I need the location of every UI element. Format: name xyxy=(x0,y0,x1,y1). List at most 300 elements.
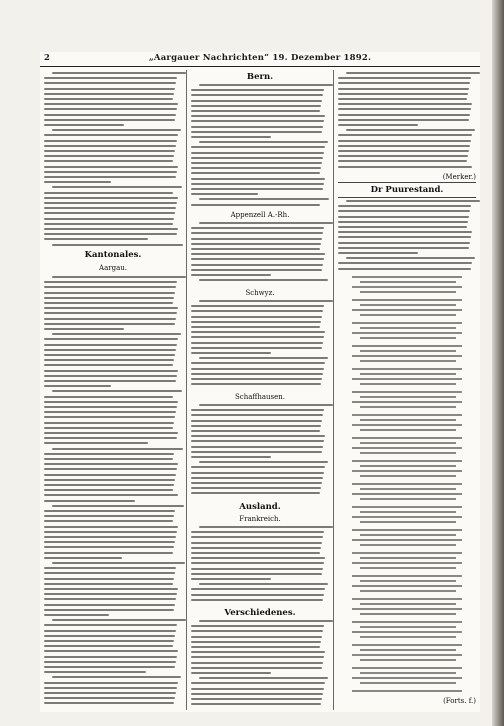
text-line xyxy=(44,286,176,288)
verse-line xyxy=(360,626,456,628)
text-line xyxy=(191,477,323,479)
text-line xyxy=(44,583,173,585)
text-line xyxy=(191,172,320,174)
section-heading-schwyz: Schwyz. xyxy=(245,289,275,297)
verse-line xyxy=(360,488,456,490)
text-line xyxy=(338,77,471,79)
text-line xyxy=(44,432,178,434)
text-line xyxy=(191,269,322,271)
text-line xyxy=(191,378,322,380)
verse-line xyxy=(360,429,456,431)
text-line xyxy=(338,205,471,207)
text-line xyxy=(44,176,176,178)
verse-line xyxy=(352,575,462,577)
verse-line xyxy=(360,383,456,385)
text-line xyxy=(44,697,175,699)
text-line xyxy=(44,656,177,658)
verse-line xyxy=(352,539,462,541)
verse-line xyxy=(360,511,456,513)
text-line xyxy=(338,160,467,162)
text-line xyxy=(52,505,184,507)
text-line xyxy=(44,160,173,162)
text-line xyxy=(191,451,322,453)
verse-line xyxy=(360,327,456,329)
text-line xyxy=(191,89,324,91)
text-line xyxy=(44,354,175,356)
text-line xyxy=(44,98,173,100)
text-line xyxy=(44,396,173,398)
verse-line xyxy=(352,286,462,288)
text-line xyxy=(44,114,176,116)
text-line xyxy=(44,238,148,240)
text-line xyxy=(191,536,323,538)
text-line xyxy=(44,578,174,580)
text-line xyxy=(191,342,323,344)
text-line xyxy=(44,479,175,481)
section-heading-ausland: Ausland. xyxy=(239,502,281,512)
text-line xyxy=(191,126,323,128)
text-line xyxy=(338,242,470,244)
text-line xyxy=(44,552,173,554)
text-line xyxy=(44,281,177,283)
text-line xyxy=(338,268,471,270)
text-line xyxy=(338,262,472,264)
text-line xyxy=(191,562,324,564)
text-line xyxy=(191,352,271,354)
page-number: 2 xyxy=(44,53,50,63)
verse-line xyxy=(352,529,462,531)
text-line xyxy=(44,609,174,611)
verse-line xyxy=(360,419,456,421)
verse-line xyxy=(352,621,462,623)
verse-line xyxy=(352,391,462,393)
text-line xyxy=(191,425,321,427)
text-line xyxy=(44,297,174,299)
text-line xyxy=(191,120,324,122)
text-line xyxy=(44,666,175,668)
verse-line xyxy=(352,667,462,669)
text-line xyxy=(44,223,173,225)
text-line xyxy=(338,103,472,105)
text-line xyxy=(44,635,175,637)
text-line xyxy=(346,129,475,131)
text-line xyxy=(44,349,176,351)
text-line xyxy=(44,442,148,444)
verse-line xyxy=(360,636,456,638)
text-line xyxy=(191,152,324,154)
verse-line xyxy=(360,672,456,674)
text-line xyxy=(44,588,178,590)
text-line xyxy=(191,188,323,190)
verse-line xyxy=(352,631,462,633)
verse-line xyxy=(352,378,462,380)
text-line xyxy=(338,210,470,212)
text-line xyxy=(191,258,324,260)
verse-line xyxy=(352,299,462,301)
text-line xyxy=(52,276,186,278)
verse-line xyxy=(352,322,462,324)
text-line xyxy=(44,604,175,606)
text-line xyxy=(199,583,328,585)
text-line xyxy=(44,572,175,574)
text-line xyxy=(44,526,178,528)
text-line xyxy=(191,456,271,458)
verse-line xyxy=(352,493,462,495)
verse-line xyxy=(352,585,462,587)
text-line xyxy=(191,688,324,690)
verse-line xyxy=(360,350,456,352)
verse-line xyxy=(360,475,456,477)
text-line xyxy=(44,416,175,418)
text-line xyxy=(191,264,323,266)
text-line xyxy=(191,435,325,437)
text-line xyxy=(44,520,173,522)
text-line xyxy=(44,323,175,325)
text-line xyxy=(191,440,324,442)
verse-line xyxy=(360,465,456,467)
verse-line xyxy=(360,304,456,306)
text-line xyxy=(191,310,323,312)
text-line xyxy=(191,693,323,695)
text-line xyxy=(191,568,323,570)
verse-line xyxy=(352,644,462,646)
text-line xyxy=(338,252,418,254)
text-line xyxy=(44,494,178,496)
text-line xyxy=(191,326,320,328)
text-line xyxy=(44,484,174,486)
text-line xyxy=(191,641,321,643)
text-line xyxy=(191,662,323,664)
verse-line xyxy=(360,281,456,283)
text-line xyxy=(44,171,177,173)
verse-line xyxy=(360,442,456,444)
text-line xyxy=(191,682,325,684)
text-line xyxy=(44,82,176,84)
text-line xyxy=(191,547,321,549)
text-line xyxy=(191,466,325,468)
text-line xyxy=(191,487,321,489)
text-line xyxy=(52,72,186,74)
text-line xyxy=(44,197,178,199)
verse-line xyxy=(352,355,462,357)
verse-line xyxy=(360,603,456,605)
text-line xyxy=(191,472,324,474)
text-line xyxy=(338,88,469,90)
text-line xyxy=(199,279,328,281)
text-line xyxy=(44,624,177,626)
column-2 xyxy=(191,72,329,706)
text-line xyxy=(191,542,322,544)
text-line xyxy=(199,84,333,86)
text-line xyxy=(346,200,480,202)
text-line xyxy=(44,292,175,294)
text-line xyxy=(44,328,124,330)
text-line xyxy=(44,318,176,320)
text-line xyxy=(44,645,173,647)
text-line xyxy=(44,140,177,142)
verse-line xyxy=(360,567,456,569)
text-line xyxy=(44,312,177,314)
text-line xyxy=(44,661,176,663)
text-line xyxy=(44,427,173,429)
text-line xyxy=(191,167,321,169)
verse-line xyxy=(352,483,462,485)
section-heading-schaffhausen: Schaffhausen. xyxy=(234,393,286,401)
text-line xyxy=(338,93,468,95)
text-line xyxy=(44,385,111,387)
text-line xyxy=(199,141,328,143)
verse-line xyxy=(360,452,456,454)
text-line xyxy=(191,698,322,700)
verse-line xyxy=(352,424,462,426)
text-line xyxy=(44,166,178,168)
text-line xyxy=(338,119,469,121)
text-line xyxy=(52,390,182,392)
text-line xyxy=(191,373,323,375)
text-line xyxy=(191,136,271,138)
text-line xyxy=(44,150,175,152)
verse-line xyxy=(360,613,456,615)
text-line xyxy=(191,347,322,349)
text-line xyxy=(199,620,333,622)
text-line xyxy=(191,409,324,411)
text-line xyxy=(191,362,325,364)
text-line xyxy=(191,446,323,448)
text-line xyxy=(44,145,176,147)
text-line xyxy=(44,437,177,439)
text-line xyxy=(44,630,176,632)
text-line xyxy=(338,140,471,142)
text-line xyxy=(52,619,186,621)
verse-line xyxy=(360,314,456,316)
text-line xyxy=(338,155,468,157)
text-line xyxy=(191,115,325,117)
text-line xyxy=(191,552,320,554)
text-line xyxy=(44,181,111,183)
text-line xyxy=(44,453,174,455)
text-line xyxy=(191,157,323,159)
text-line xyxy=(338,236,471,238)
text-line xyxy=(44,468,177,470)
text-line xyxy=(199,222,333,224)
text-line xyxy=(191,336,324,338)
text-line xyxy=(191,248,320,250)
text-line xyxy=(191,557,325,559)
verse-line xyxy=(360,498,456,500)
text-line xyxy=(44,93,174,95)
feuilleton-title: Dr Puurestand. xyxy=(338,182,476,198)
text-line xyxy=(338,216,469,218)
text-line xyxy=(191,321,321,323)
verse-line xyxy=(352,598,462,600)
page-header xyxy=(40,52,480,67)
text-line xyxy=(44,406,177,408)
text-line xyxy=(191,578,271,580)
text-line xyxy=(44,218,174,220)
text-line xyxy=(44,598,176,600)
text-line xyxy=(338,231,472,233)
verse-line xyxy=(352,677,462,679)
text-line xyxy=(44,155,174,157)
verse-line xyxy=(352,470,462,472)
verse-line xyxy=(352,516,462,518)
text-line xyxy=(346,257,475,259)
text-line xyxy=(191,492,320,494)
text-line xyxy=(44,192,173,194)
verse-line xyxy=(360,557,456,559)
text-line xyxy=(191,625,324,627)
text-line xyxy=(191,646,320,648)
text-line xyxy=(191,232,323,234)
text-line xyxy=(191,305,324,307)
text-line xyxy=(44,134,178,136)
verse-line xyxy=(360,534,456,536)
text-line xyxy=(191,227,324,229)
text-line xyxy=(191,204,320,206)
text-line xyxy=(191,703,321,705)
verse-line xyxy=(352,654,462,656)
verse-line xyxy=(352,562,462,564)
text-line xyxy=(191,651,325,653)
text-line xyxy=(44,536,176,538)
verse-line xyxy=(352,447,462,449)
text-line xyxy=(191,630,323,632)
text-line xyxy=(191,420,322,422)
text-line xyxy=(191,368,324,370)
text-line xyxy=(44,687,177,689)
text-line xyxy=(44,124,124,126)
text-line xyxy=(191,531,324,533)
text-line xyxy=(338,98,467,100)
text-line xyxy=(191,414,323,416)
text-line xyxy=(44,650,178,652)
verse-line xyxy=(352,332,462,334)
text-line xyxy=(338,114,470,116)
text-line xyxy=(44,77,177,79)
text-line xyxy=(191,94,323,96)
verse-line xyxy=(352,345,462,347)
text-line xyxy=(44,88,175,90)
verse-line xyxy=(352,401,462,403)
text-line xyxy=(44,531,177,533)
text-line xyxy=(44,474,176,476)
text-line xyxy=(44,233,177,235)
text-line xyxy=(44,640,174,642)
text-line xyxy=(338,134,472,136)
text-line xyxy=(191,656,324,658)
text-line xyxy=(44,119,175,121)
verse-line xyxy=(360,590,456,592)
column-rule xyxy=(186,70,187,710)
newspaper-page xyxy=(40,52,480,712)
text-line xyxy=(199,198,329,200)
text-line xyxy=(44,344,177,346)
section-heading-bern: Bern. xyxy=(246,72,274,82)
text-line xyxy=(191,588,325,590)
text-line xyxy=(52,129,181,131)
text-line xyxy=(191,193,258,195)
text-line xyxy=(44,692,176,694)
text-line xyxy=(191,672,271,674)
text-line xyxy=(191,178,325,180)
verse-line xyxy=(360,406,456,408)
verse-line xyxy=(360,580,456,582)
book-binding-edge xyxy=(492,0,504,726)
text-line xyxy=(191,594,324,596)
text-line xyxy=(44,702,174,704)
text-line xyxy=(338,145,470,147)
text-line xyxy=(191,131,322,133)
text-line xyxy=(44,557,122,559)
text-line xyxy=(191,243,321,245)
text-line xyxy=(191,573,322,575)
verse-line xyxy=(360,360,456,362)
verse-line xyxy=(352,690,462,692)
verse-line xyxy=(352,608,462,610)
text-line xyxy=(199,404,333,406)
section-heading-kantonales: Kantonales. xyxy=(84,250,142,260)
text-line xyxy=(44,103,178,105)
text-line xyxy=(44,463,178,465)
text-line xyxy=(191,636,322,638)
text-line xyxy=(44,359,174,361)
verse-line xyxy=(360,291,456,293)
text-line xyxy=(44,510,175,512)
text-line xyxy=(338,221,468,223)
text-line xyxy=(191,162,322,164)
text-line xyxy=(191,146,325,148)
text-line xyxy=(52,562,185,564)
text-line xyxy=(44,671,146,673)
text-line xyxy=(338,108,471,110)
text-line xyxy=(338,247,469,249)
text-line xyxy=(191,183,324,185)
text-line xyxy=(44,370,178,372)
text-line xyxy=(199,357,328,359)
verse-line xyxy=(352,460,462,462)
text-line xyxy=(44,458,173,460)
verse-line xyxy=(360,544,456,546)
text-line xyxy=(346,72,480,74)
verse-line xyxy=(352,437,462,439)
text-line xyxy=(191,383,321,385)
feuilleton-author: (Merker.) xyxy=(442,173,476,181)
text-line xyxy=(44,682,178,684)
text-line xyxy=(44,541,175,543)
verse-line xyxy=(360,659,456,661)
verse-line xyxy=(352,276,462,278)
section-heading-verschiedenes: Verschiedenes. xyxy=(224,608,296,618)
text-line xyxy=(191,667,322,669)
text-line xyxy=(191,430,320,432)
text-line xyxy=(44,375,177,377)
text-line xyxy=(44,515,174,517)
text-line xyxy=(338,124,418,126)
text-line xyxy=(191,331,325,333)
text-line xyxy=(191,599,323,601)
text-line xyxy=(52,333,181,335)
text-line xyxy=(44,380,176,382)
text-line xyxy=(52,186,182,188)
text-line xyxy=(338,166,472,168)
text-line xyxy=(191,110,320,112)
verse-line xyxy=(352,309,462,311)
text-line xyxy=(191,316,322,318)
text-line xyxy=(191,238,322,240)
text-line xyxy=(199,461,328,463)
text-line xyxy=(199,526,333,528)
text-line xyxy=(44,307,178,309)
